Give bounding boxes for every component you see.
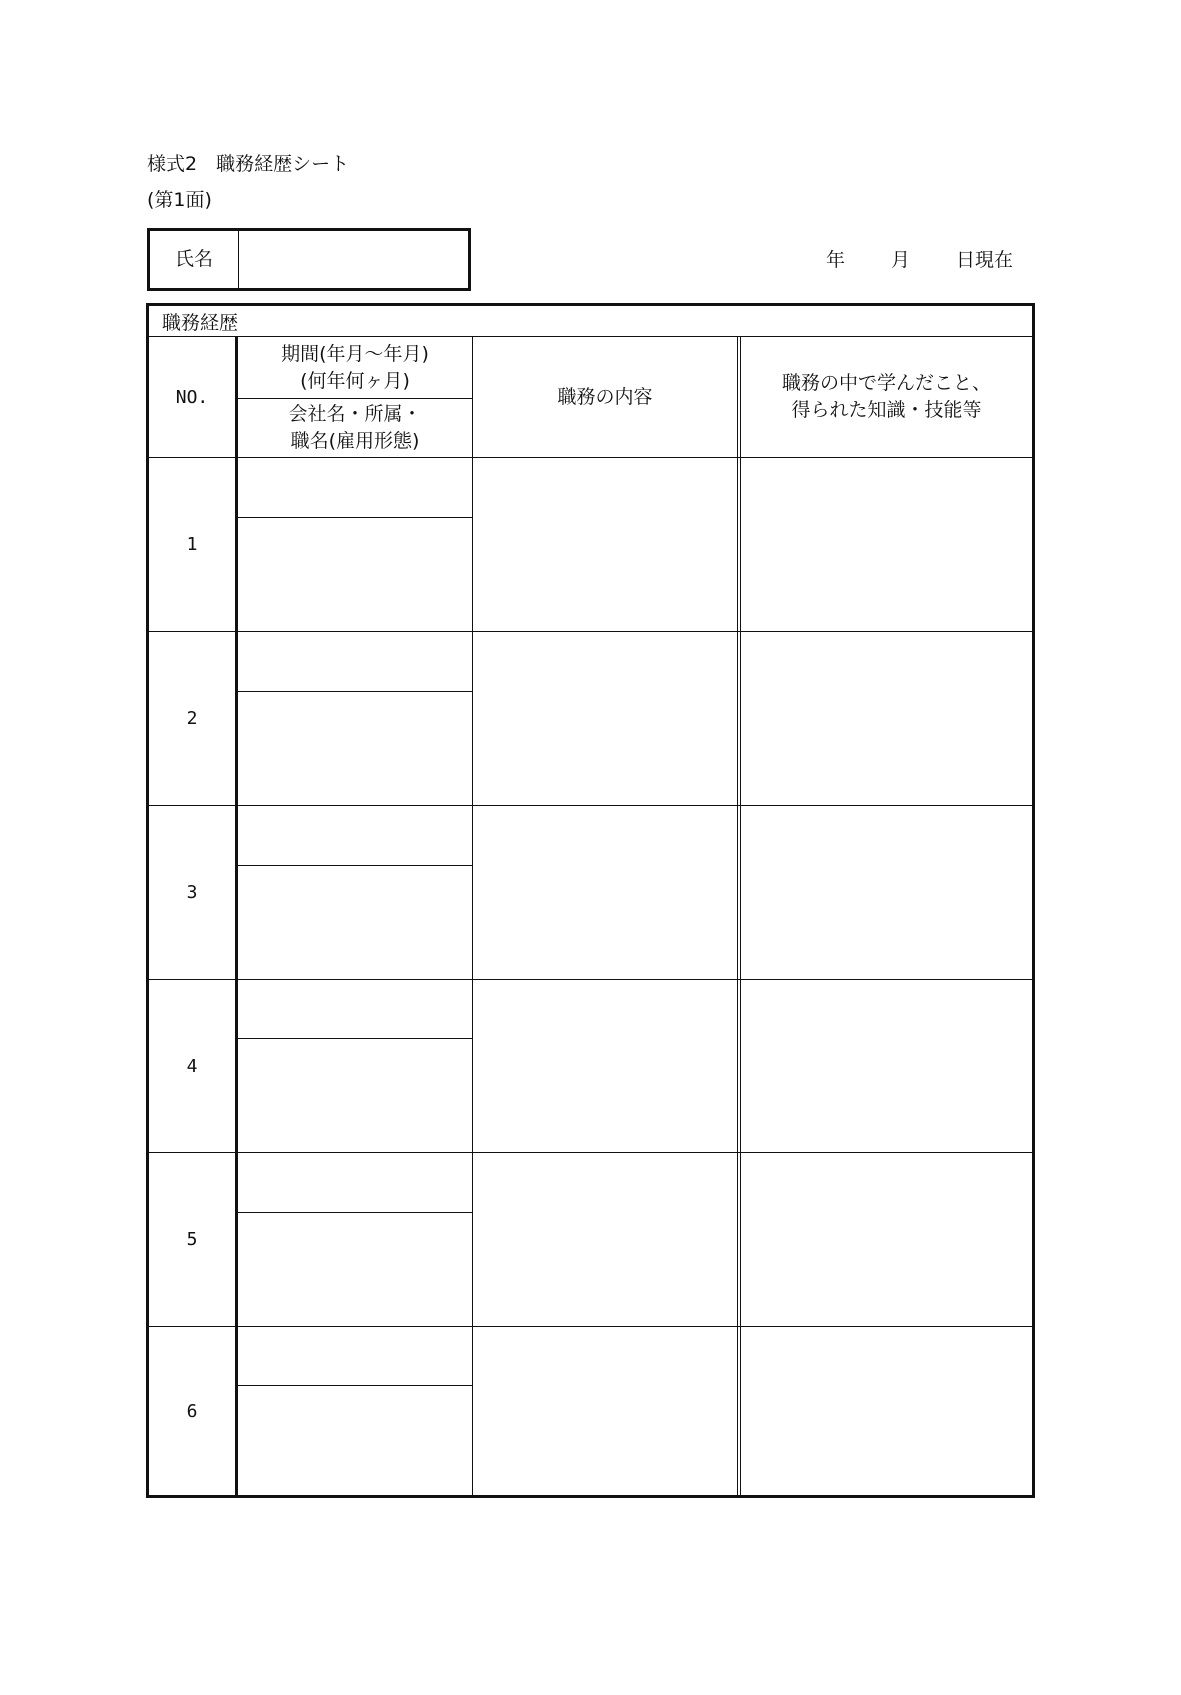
header-period-line1: 期間(年月～年月) [281,342,429,365]
period-field[interactable] [238,806,472,865]
learned-field[interactable] [741,1153,1032,1326]
period-field[interactable] [238,980,472,1038]
company-field[interactable] [238,866,472,979]
company-field[interactable] [238,1386,472,1495]
row-number: 5 [186,1229,198,1250]
duties-field[interactable] [473,980,737,1152]
row-number: 3 [186,882,198,903]
date-day-label: 日現在 [956,249,1014,271]
company-field[interactable] [238,692,472,805]
duties-field[interactable] [473,1327,737,1495]
date-line [826,251,1013,270]
period-field[interactable] [238,458,472,517]
learned-field[interactable] [741,980,1032,1152]
header-learned-line2: 得られた知識・技能等 [791,399,982,421]
header-period [238,337,472,398]
date-month-label: 月 [891,249,911,271]
learned-field[interactable] [741,458,1032,631]
header-company [238,399,472,457]
period-field[interactable] [238,1327,472,1385]
learned-field[interactable] [741,632,1032,805]
section-title: 職務経歴 [162,312,239,334]
row-number: 4 [186,1055,198,1077]
name-field[interactable] [239,231,468,288]
duties-field[interactable] [473,632,737,805]
header-company-line2: 職名(雇用形態) [290,430,420,452]
learned-field[interactable] [741,1327,1032,1495]
company-field[interactable] [238,518,472,631]
form-page-number: (第1面) [147,189,212,211]
company-field[interactable] [238,1039,472,1152]
header-learned-line1: 職務の中で学んだこと、 [781,372,991,394]
row-number: 2 [186,708,198,729]
company-field[interactable] [238,1213,472,1326]
header-learned [741,337,1032,457]
row-number: 6 [186,1400,198,1422]
duties-field[interactable] [473,1153,737,1326]
period-field[interactable] [238,632,472,691]
period-field[interactable] [238,1153,472,1212]
header-company-line1: 会社名・所属・ [288,403,422,425]
learned-field[interactable] [741,806,1032,979]
form-title: 様式2 職務経歴シート [147,153,350,175]
name-label: 氏名 [150,231,239,288]
header-no: NO. [175,386,209,408]
duties-field[interactable] [473,806,737,979]
row-number: 1 [186,534,198,555]
career-history-table [146,303,1035,1498]
header-period-line2: (何年何ヶ月) [300,369,410,392]
header-duties: 職務の内容 [557,385,653,408]
date-year-label: 年 [826,249,846,271]
duties-field[interactable] [473,458,737,631]
name-box [147,228,471,291]
